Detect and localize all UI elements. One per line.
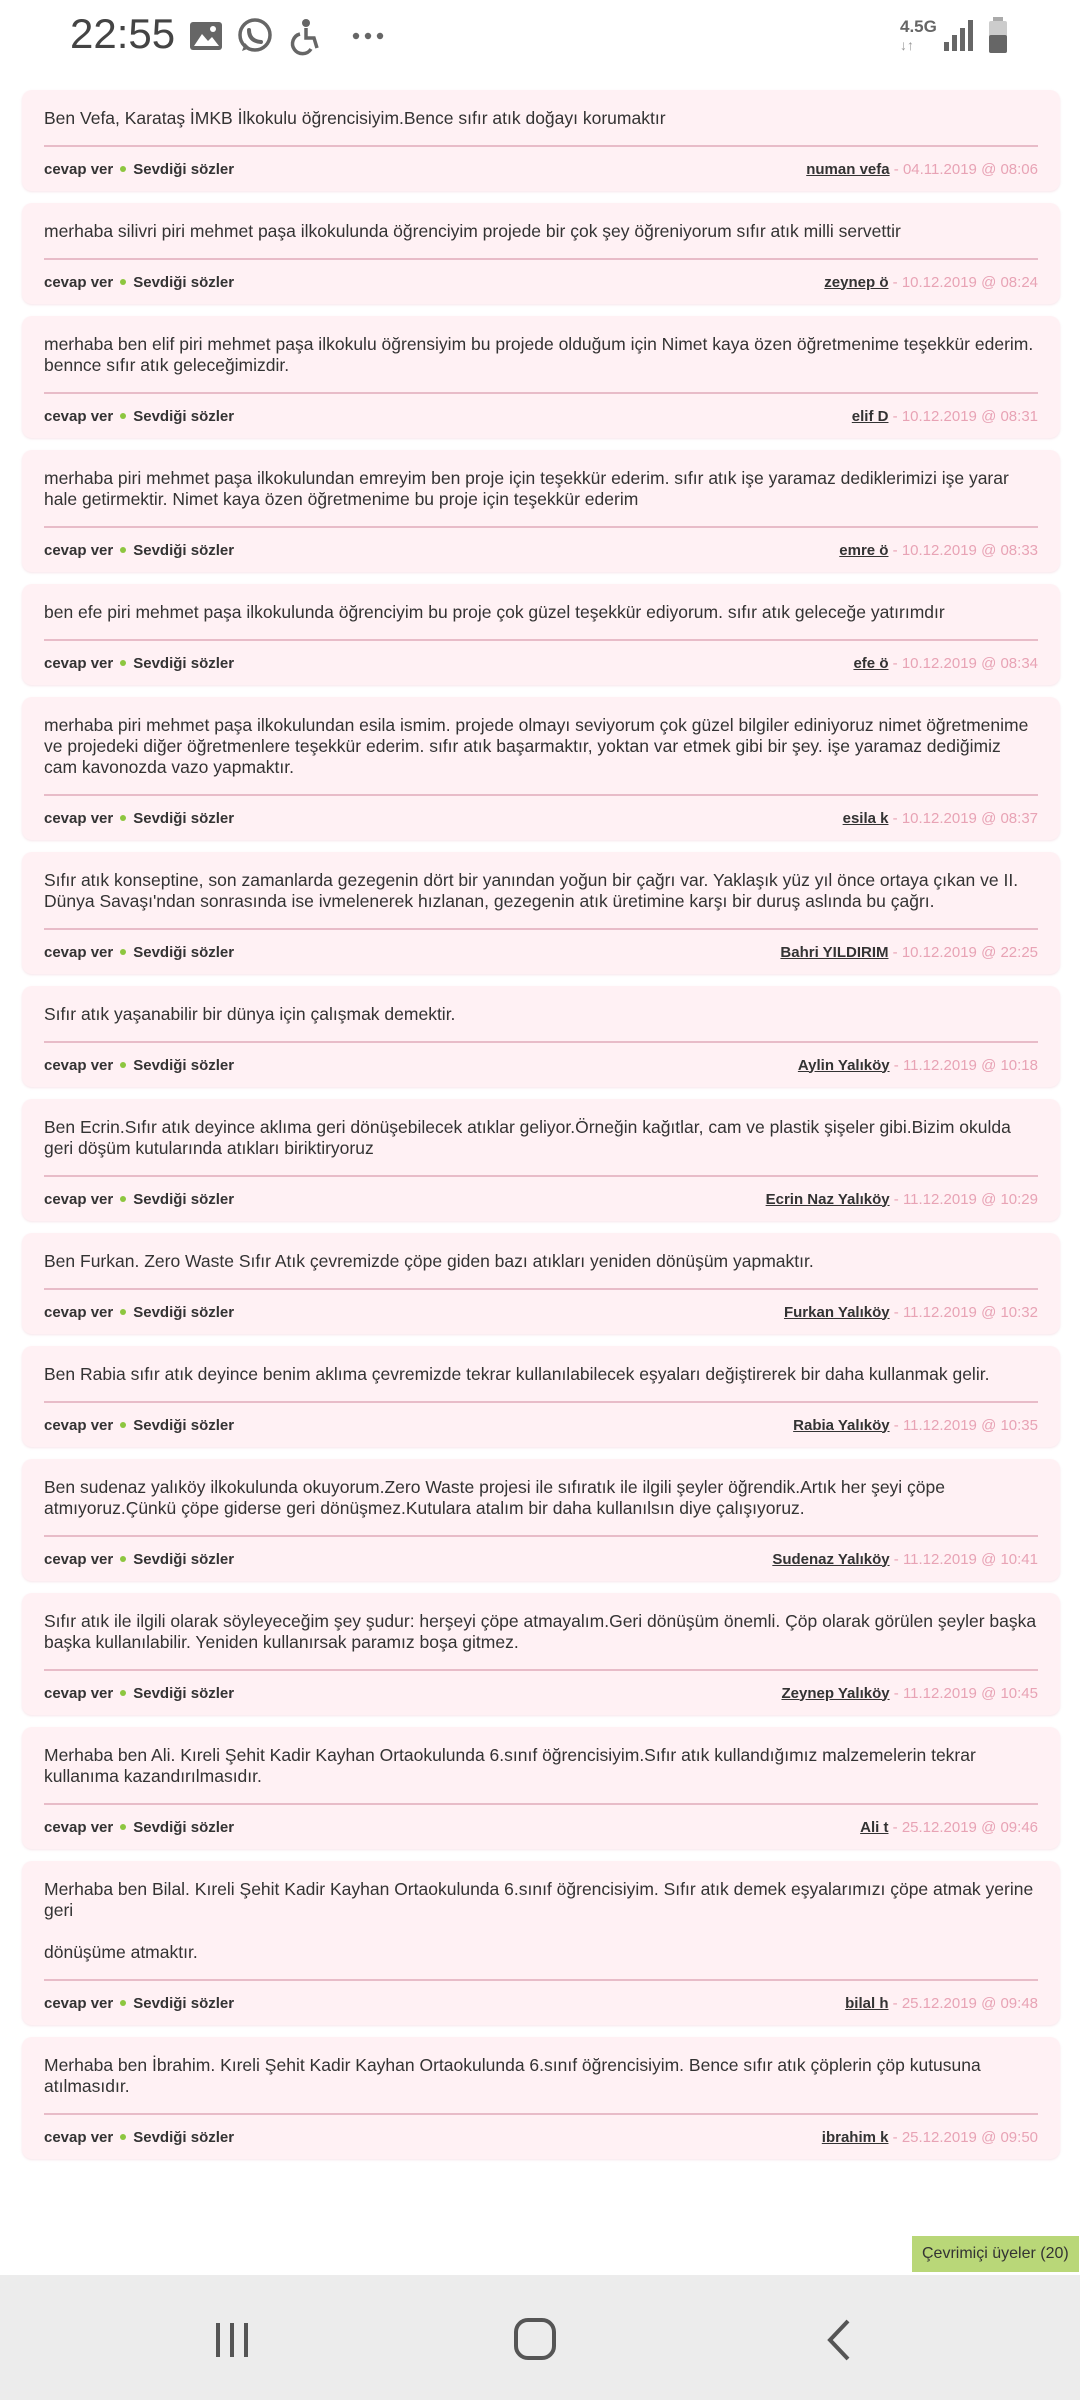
comment-date: 11.12.2019 @ 10:32: [902, 1303, 1038, 1321]
reply-link[interactable]: cevap ver: [44, 1684, 114, 1702]
reply-link[interactable]: cevap ver: [44, 273, 114, 291]
reply-link[interactable]: cevap ver: [44, 943, 114, 961]
separator-dot: [120, 2134, 126, 2140]
reply-link[interactable]: cevap ver: [44, 541, 114, 559]
comment-text: Merhaba ben Ali. Kıreli Şehit Kadir Kayhan Ortaokulunda 6.sınıf öğrencisiyim.Sıfır atık kullandığımız malzemelerin tekrar kullanıma kazandırılmasıdır.: [44, 1745, 1038, 1805]
author-link[interactable]: elif D: [851, 407, 889, 425]
status-time: 22:55: [70, 10, 176, 57]
reply-link[interactable]: cevap ver: [44, 160, 114, 178]
separator-dot: [120, 1309, 126, 1315]
liked-words-link[interactable]: Sevdiği sözler: [133, 1190, 235, 1208]
comment-card: [22, 450, 1060, 572]
comment-card: [22, 986, 1060, 1087]
separator-dot: [120, 1422, 126, 1428]
liked-words-link[interactable]: Sevdiği sözler: [133, 273, 235, 291]
comment-card: [22, 1593, 1060, 1715]
comment-text: Ben Vefa, Karataş İMKB İlkokulu öğrencisiyim.Bence sıfır atık doğayı korumaktır: [44, 108, 1038, 147]
comment-card: [22, 2037, 1060, 2159]
author-link[interactable]: Rabia Yalıköy: [793, 1416, 890, 1434]
date-separator: -: [888, 273, 902, 291]
comment-date: 10.12.2019 @ 22:25: [901, 943, 1038, 961]
author-link[interactable]: Aylin Yalıköy: [797, 1056, 890, 1074]
reply-link[interactable]: cevap ver: [44, 809, 114, 827]
comment-date: 10.12.2019 @ 08:34: [901, 654, 1038, 672]
separator-dot: [120, 2000, 126, 2006]
author-link[interactable]: emre ö: [839, 541, 889, 559]
liked-words-link[interactable]: Sevdiği sözler: [133, 654, 235, 672]
navigation-bar: [0, 2275, 1080, 2400]
reply-link[interactable]: cevap ver: [44, 1550, 114, 1568]
date-separator: -: [888, 2128, 902, 2146]
whatsapp-icon: [235, 16, 275, 56]
comment-card: [22, 316, 1060, 438]
comment-date: 11.12.2019 @ 10:41: [902, 1550, 1038, 1568]
comment-text: Sıfır atık ile ilgili olarak söyleyeceğim şey şudur: herşeyi çöpe atmayalım.Geri dönüşüm önemli. Çöp olarak görülen şeyler başka başka kullanılabilir. Yeniden kullanırsak paramız boşa gitmez.: [44, 1611, 1038, 1671]
author-link[interactable]: Sudenaz Yalıköy: [772, 1550, 890, 1568]
comment-date: 25.12.2019 @ 09:48: [901, 1994, 1038, 2012]
date-separator: -: [888, 541, 902, 559]
comment-card: [22, 1099, 1060, 1221]
signal-icon: [940, 16, 980, 56]
comment-text: Merhaba ben İbrahim. Kıreli Şehit Kadir Kayhan Ortaokulunda 6.sınıf öğrencisiyim. Bence sıfır atık çöplerin çöp kutusuna atılmasıdır.: [44, 2055, 1038, 2115]
comment-card: [22, 852, 1060, 974]
comment-card: [22, 584, 1060, 685]
comment-text: Merhaba ben Bilal. Kıreli Şehit Kadir Kayhan Ortaokulunda 6.sınıf öğrencisiyim. Sıfır atık demek eşyalarımızı çöpe atmak yerine geri dönüşüme atmaktır.: [44, 1879, 1038, 1981]
liked-words-link[interactable]: Sevdiği sözler: [133, 1056, 235, 1074]
comment-card: [22, 1727, 1060, 1849]
comment-text: merhaba piri mehmet paşa ilkokulundan esila ismim. projede olmayı seviyorum çok güzel bilgiler ediniyoruz nimet öğretmenime ve projedeki diğer öğretmenlere teşekkür ederim. sıfır atık başarmaktır, yoktan var etmek gibi bir şey. işe yaramaz dediğimiz cam kavonozda vazo yapmaktır.: [44, 715, 1038, 796]
comment-text: Ben Furkan. Zero Waste Sıfır Atık çevremizde çöpe giden bazı atıkları yeniden dönüşüm yapmaktır.: [44, 1251, 1038, 1290]
author-link[interactable]: bilal h: [845, 1994, 889, 2012]
date-separator: -: [889, 1056, 903, 1074]
gallery-icon: [186, 16, 226, 56]
online-members-button[interactable]: Çevrimiçi üyeler (20): [912, 2236, 1079, 2272]
comment-footer: [44, 1671, 1038, 1715]
separator-dot: [120, 1556, 126, 1562]
comment-card: [22, 90, 1060, 191]
comment-footer: [44, 260, 1038, 304]
comment-footer: [44, 1290, 1038, 1334]
comment-text: merhaba piri mehmet paşa ilkokulundan emreyim ben proje için teşekkür ederim. sıfır atık işe yaramaz dediklerimizi işe yarar hale getirmektir. Nimet kaya özen öğretmenime bu proje için teşekkür ederim: [44, 468, 1038, 528]
status-bar: [0, 0, 1080, 76]
comment-card: [22, 697, 1060, 840]
date-separator: -: [889, 1416, 903, 1434]
date-separator: -: [888, 943, 902, 961]
reply-link[interactable]: cevap ver: [44, 1056, 114, 1074]
comment-text: Sıfır atık yaşanabilir bir dünya için çalışmak demektir.: [44, 1004, 1038, 1043]
separator-dot: [120, 949, 126, 955]
comment-footer: [44, 528, 1038, 572]
date-separator: -: [888, 809, 902, 827]
comment-footer: [44, 1043, 1038, 1087]
liked-words-link[interactable]: Sevdiği sözler: [133, 1416, 235, 1434]
liked-words-link[interactable]: Sevdiği sözler: [133, 407, 235, 425]
separator-dot: [120, 413, 126, 419]
comment-card: [22, 1861, 1060, 2025]
comment-footer: [44, 1981, 1038, 2025]
comment-card: [22, 1459, 1060, 1581]
separator-dot: [120, 1062, 126, 1068]
author-link[interactable]: efe ö: [853, 654, 889, 672]
comment-text: Sıfır atık konseptine, son zamanlarda gezegenin dört bir yanından yoğun bir çağrı var. Yaklaşık yüz yıl önce ortaya çıkan ve II. Dünya Savaşı'ndan sonrasında ise ivmelenerek hızlanan, gezegenin atık üretimine karşı bir duruş aslında bu çağrı.: [44, 870, 1038, 930]
comment-date: 25.12.2019 @ 09:46: [901, 1818, 1038, 1836]
liked-words-link[interactable]: Sevdiği sözler: [133, 1303, 235, 1321]
author-link[interactable]: Ali t: [860, 1818, 889, 1836]
comment-footer: [44, 1177, 1038, 1221]
date-separator: -: [888, 407, 902, 425]
home-icon[interactable]: [505, 2315, 565, 2365]
comment-list: [22, 90, 1060, 2171]
liked-words-link[interactable]: Sevdiği sözler: [133, 1818, 235, 1836]
comment-footer: [44, 2115, 1038, 2159]
author-link[interactable]: Zeynep Yalıköy: [781, 1684, 890, 1702]
author-link[interactable]: ibrahim k: [821, 2128, 889, 2146]
battery-icon: [979, 16, 1019, 56]
separator-dot: [120, 279, 126, 285]
reply-link[interactable]: cevap ver: [44, 654, 114, 672]
separator-dot: [120, 1690, 126, 1696]
comment-footer: [44, 1403, 1038, 1447]
liked-words-link[interactable]: Sevdiği sözler: [133, 2128, 235, 2146]
date-separator: -: [889, 1303, 903, 1321]
comment-text: ben efe piri mehmet paşa ilkokulunda öğrenciyim bu proje çok güzel teşekkür ediyorum. sıfır atık geleceğe yatırımdır: [44, 602, 1038, 641]
comment-card: [22, 203, 1060, 304]
comment-date: 11.12.2019 @ 10:45: [902, 1684, 1038, 1702]
date-separator: -: [888, 1994, 902, 2012]
comment-footer: [44, 796, 1038, 840]
comment-date: 10.12.2019 @ 08:33: [901, 541, 1038, 559]
comment-card: [22, 1346, 1060, 1447]
comment-date: 11.12.2019 @ 10:35: [902, 1416, 1038, 1434]
liked-words-link[interactable]: Sevdiği sözler: [133, 1684, 235, 1702]
back-icon[interactable]: [810, 2315, 870, 2365]
author-link[interactable]: esila k: [842, 809, 889, 827]
comment-text: merhaba silivri piri mehmet paşa ilkokulunda öğrenciyim projede bir çok şey öğreniyorum sıfır atık milli servettir: [44, 221, 1038, 260]
liked-words-link[interactable]: Sevdiği sözler: [133, 1994, 235, 2012]
comment-footer: [44, 1537, 1038, 1581]
separator-dot: [120, 815, 126, 821]
author-link[interactable]: numan vefa: [806, 160, 890, 178]
network-type: 4.5G ↓↑: [900, 17, 937, 53]
date-separator: -: [889, 160, 903, 178]
comment-date: 10.12.2019 @ 08:37: [901, 809, 1038, 827]
reply-link[interactable]: cevap ver: [44, 1190, 114, 1208]
separator-dot: [120, 1196, 126, 1202]
comment-date: 10.12.2019 @ 08:24: [901, 273, 1038, 291]
separator-dot: [120, 166, 126, 172]
comment-text: Ben Rabia sıfır atık deyince benim aklıma çevremizde tekrar kullanılabilecek eşyaları değiştirerek bir daha kullanmak gelir.: [44, 1364, 1038, 1403]
date-separator: -: [889, 1684, 903, 1702]
comment-date: 25.12.2019 @ 09:50: [901, 2128, 1038, 2146]
date-separator: -: [888, 1818, 902, 1836]
date-separator: -: [889, 1550, 903, 1568]
comment-footer: [44, 930, 1038, 974]
reply-link[interactable]: cevap ver: [44, 1818, 114, 1836]
liked-words-link[interactable]: Sevdiği sözler: [133, 541, 235, 559]
comment-date: 11.12.2019 @ 10:29: [902, 1190, 1038, 1208]
separator-dot: [120, 547, 126, 553]
reply-link[interactable]: cevap ver: [44, 2128, 114, 2146]
reply-link[interactable]: cevap ver: [44, 1994, 114, 2012]
comment-text: Ben sudenaz yalıköy ilkokulunda okuyorum.Zero Waste projesi ile sıfıratık ile ilgili şeyler öğrendik.Artık her şeyi çöpe atmıyoruz.Çünkü çöpe giderse geri dönüşmez.Kutulara atalım bir daha kullanılsın diye çalışıyoruz.: [44, 1477, 1038, 1537]
reply-link[interactable]: cevap ver: [44, 407, 114, 425]
date-separator: -: [889, 1190, 903, 1208]
liked-words-link[interactable]: Sevdiği sözler: [133, 809, 235, 827]
reply-link[interactable]: cevap ver: [44, 1303, 114, 1321]
comment-text: Ben Ecrin.Sıfır atık deyince aklıma geri dönüşebilecek atıklar geliyor.Örneğin kağıtlar, cam ve plastik şişeler gibi.Bizim okulda geri döşüm kutularında atıkları biriktiryoruz: [44, 1117, 1038, 1177]
recent-apps-icon[interactable]: [202, 2315, 262, 2365]
comment-text: merhaba ben elif piri mehmet paşa ilkokulu öğrensiyim bu projede olduğum için Nimet kaya özen öğretmenime teşekkür ederim. bennce sıfır atık geleceğimizdir.: [44, 334, 1038, 394]
reply-link[interactable]: cevap ver: [44, 1416, 114, 1434]
liked-words-link[interactable]: Sevdiği sözler: [133, 943, 235, 961]
date-separator: -: [888, 654, 902, 672]
comment-card: [22, 1233, 1060, 1334]
liked-words-link[interactable]: Sevdiği sözler: [133, 160, 235, 178]
comment-date: 10.12.2019 @ 08:31: [901, 407, 1038, 425]
comment-footer: [44, 641, 1038, 685]
author-link[interactable]: zeynep ö: [824, 273, 889, 291]
more-icon: [348, 16, 388, 56]
liked-words-link[interactable]: Sevdiği sözler: [133, 1550, 235, 1568]
comment-date: 11.12.2019 @ 10:18: [902, 1056, 1038, 1074]
author-link[interactable]: Furkan Yalıköy: [783, 1303, 890, 1321]
author-link[interactable]: Bahri YILDIRIM: [780, 943, 889, 961]
comment-footer: [44, 1805, 1038, 1849]
comment-footer: [44, 147, 1038, 191]
accessibility-icon: [286, 16, 326, 56]
comment-footer: [44, 394, 1038, 438]
comment-date: 04.11.2019 @ 08:06: [902, 160, 1038, 178]
author-link[interactable]: Ecrin Naz Yalıköy: [765, 1190, 890, 1208]
separator-dot: [120, 1824, 126, 1830]
separator-dot: [120, 660, 126, 666]
